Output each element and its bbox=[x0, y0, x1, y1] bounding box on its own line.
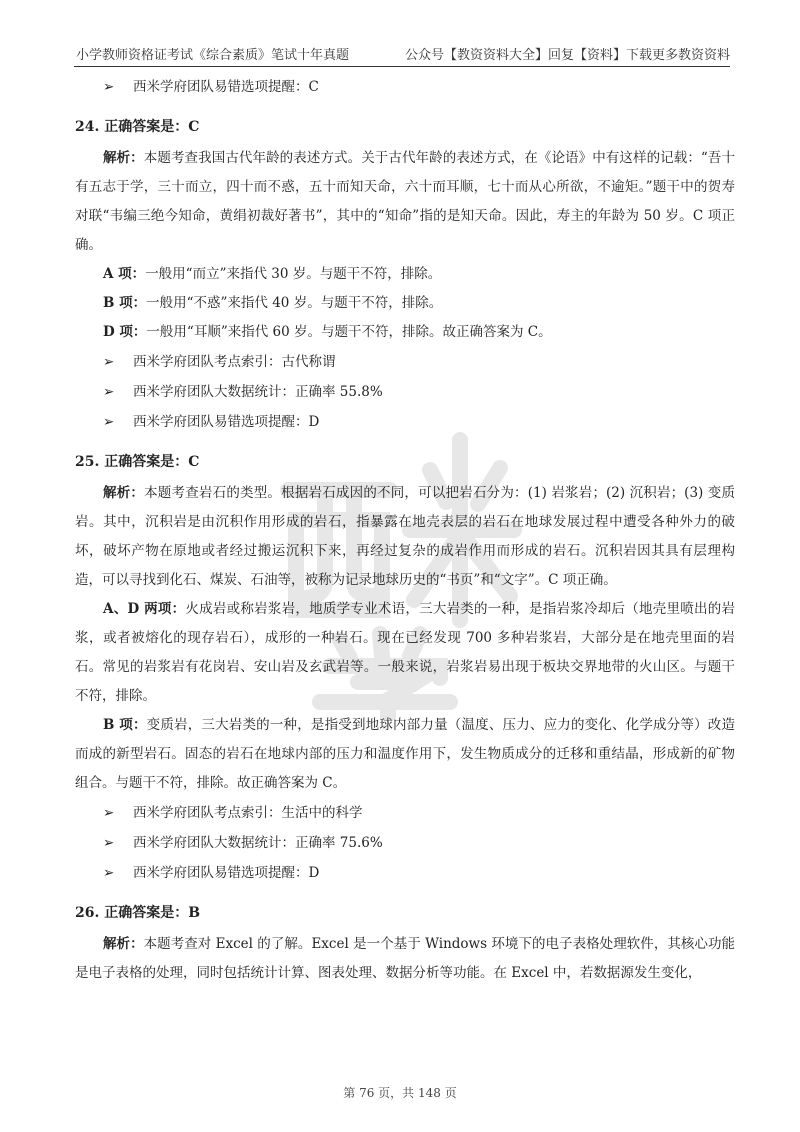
arrow-bullet-icon: ➢ bbox=[103, 805, 115, 821]
arrow-bullet-icon: ➢ bbox=[103, 865, 115, 881]
arrow-bullet-icon: ➢ bbox=[103, 384, 115, 400]
list-item: ➢ 西米学府团队易错选项提醒：C bbox=[103, 79, 319, 95]
question-25-option-b: B 项：变质岩，三大岩类的一种，是指受到地球内部力量（温度、压力、应力的变化、化学成分等）改造而成的新型岩石。固态的岩石在地球内部的压力和温度作用下，发生物质成分的迁移和重结晶，形成新的矿物组合。与题干不符，排除。故正确答案为 C。 bbox=[75, 717, 735, 791]
list-item: ➢ 西米学府团队大数据统计：正确率 55.8% bbox=[103, 384, 383, 400]
page-number: 第 76 页，共 148 页 bbox=[343, 1086, 457, 1100]
list-item: ➢ 西米学府团队考点索引：生活中的科学 bbox=[103, 805, 363, 821]
question-25-title: 25. 正确答案是：C bbox=[75, 454, 200, 470]
list-item: ➢ 西米学府团队考点索引：古代称谓 bbox=[103, 354, 336, 370]
question-25-analysis: 解析：本题考查岩石的类型。根据岩石成因的不同，可以把岩石分为：(1) 岩浆岩；(2) 沉积岩；(3) 变质岩。其中，沉积岩是由沉积作用形成的岩石，指暴露在地壳表层的岩石在地球发展过程中遭受各种外力的破坏，破坏产物在原地或者经过搬运沉积下来，再经过复杂的成岩作用而形成的岩石。沉积岩因其具有层理构造，可以寻找到化石、煤炭、石油等，被称为记录地球历史的“书页”和“文字”。C 项正确。 bbox=[75, 485, 735, 588]
question-24-option-d: D 项：一般用“耳顺”来指代 60 岁。与题干不符，排除。故正确答案为 C。 bbox=[103, 324, 552, 340]
list-item: ➢ 西米学府团队易错选项提醒：D bbox=[103, 865, 320, 881]
question-24-option-a: A 项：一般用“而立”来指代 30 岁。与题干不符，排除。 bbox=[103, 266, 442, 282]
arrow-bullet-icon: ➢ bbox=[103, 835, 115, 851]
arrow-bullet-icon: ➢ bbox=[103, 79, 115, 95]
page-content bbox=[75, 72, 735, 988]
list-item: ➢ 西米学府团队易错选项提醒：D bbox=[103, 414, 320, 430]
question-26-title: 26. 正确答案是：B bbox=[75, 905, 201, 921]
question-26-analysis: 解析：本题考查对 Excel 的了解。Excel 是一个基于 Windows 环境下的电子表格处理软件，其核心功能是电子表格的处理，同时包括统计计算、图表处理、数据分析等功能。在 Excel 中，若数据源发生变化， bbox=[75, 936, 736, 981]
header-right-promo: 公众号【教资资料大全】回复【资料】下载更多教资资料 bbox=[404, 48, 730, 63]
question-25-option-ad: A、D 两项：火成岩或称岩浆岩，地质学专业术语，三大岩类的一种，是指岩浆冷却后（地壳里喷出的岩浆，或者被熔化的现存岩石），成形的一种岩石。现在已经发现 700 多种岩浆岩，大部分是在地壳里面的岩石。常见的岩浆岩有花岗岩、安山岩及玄武岩等。一般来说，岩浆岩易出现于板块交界地带的火山区。与题干不符，排除。 bbox=[75, 601, 736, 704]
header-left-title: 小学教师资格证考试《综合素质》笔试十年真题 bbox=[76, 48, 350, 63]
question-24-title: 24. 正确答案是：C bbox=[75, 119, 200, 135]
page-header bbox=[74, 42, 730, 67]
question-24-analysis: 解析：本题考查我国古代年龄的表述方式。关于古代年龄的表述方式，在《论语》中有这样的记载：“吾十有五志于学，三十而立，四十而不惑，五十而知天命，六十而耳顺，七十而从心所欲，不逾矩。”题干中的贺寿对联“韦编三绝今知命，黄绢初裁好著书”，其中的“知命”指的是知天命。因此，寿主的年龄为 50 岁。C 项正确。 bbox=[75, 150, 736, 253]
arrow-bullet-icon: ➢ bbox=[103, 414, 115, 430]
arrow-bullet-icon: ➢ bbox=[103, 354, 115, 370]
question-24-option-b: B 项：一般用“不惑”来指代 40 岁。与题干不符，排除。 bbox=[103, 295, 443, 311]
list-item: ➢ 西米学府团队大数据统计：正确率 75.6% bbox=[103, 835, 383, 851]
